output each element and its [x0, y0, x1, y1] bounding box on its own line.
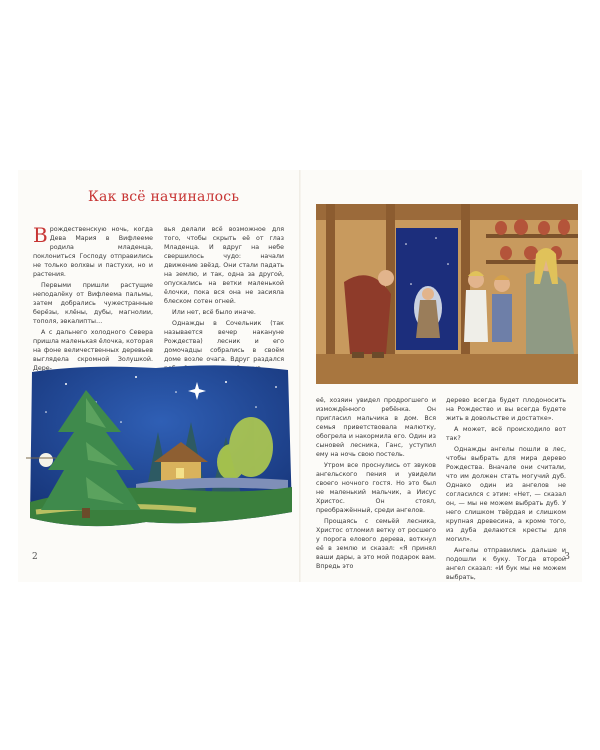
left-text-column-1: [33, 225, 153, 375]
page-number: 2: [32, 552, 38, 562]
paragraph: Прощаясь с семьёй лесника, Христос отломил ветку от росшего у порога елового дерева, воткнул её в землю и сказал: «Я принял ваши дары, а это мой подарок вам. Впредь это: [316, 518, 436, 570]
paragraph: Или нет, всё было иначе.: [172, 309, 256, 316]
chapter-title: Как всё начиналось: [88, 189, 240, 205]
paragraph: Врождественскую ночь, когда Дева Мария в Вифлееме родила младенца, поклониться Господу отправились не только волхвы и пастухи, но и растения.: [33, 223, 153, 278]
paragraph: Однажды в Сочельник (так называется вечер накануне Рождества) лесник и его домочадцы собрались в своём доме возле очага. Вдруг раздался: [164, 320, 284, 363]
drop-cap: В: [33, 223, 48, 247]
paragraph: вья делали всё возможное для того, чтобы скрыть её от глаз Младенца. И вдруг на небе свершилось чудо: начали движение звёзд. Они стали падать на землю, и так, одна за другой, опускались на ветки маленькой ёлочки, пока вся она не засияла блеском сотен огней.: [164, 226, 284, 305]
book-spread: [18, 170, 582, 582]
paragraph: Утром все проснулись от звуков ангельского пения и увидели своего ночного гостя. Но это был не маленький мальчик, а Иисус Христос. Он стоял, преображённый, среди ангелов.: [316, 462, 436, 514]
left-text-column-2: [164, 225, 284, 375]
interior-illustration: [316, 204, 578, 384]
paragraph: Однажды ангелы пошли в лес, чтобы выбрать для мира дерево Рождества. Вначале они считали, что им должен стать могучий дуб. Однако один из ангелов не согласился с этим: «Нет, — сказал он, — мы не можем выбрать дуб. У него слишком твёрдая и слишком крупная древесина, а кроме того, из дуба делаются кресты для могил».: [446, 446, 566, 543]
paragraph: А может, всё происходило вот так?: [446, 426, 566, 442]
right-page: [300, 170, 582, 582]
left-page: [18, 170, 300, 582]
paragraph: Ангелы отправились дальше и подошли к буку. Тогда второй ангел сказал: «И бук мы не можем выбрать,: [446, 547, 566, 581]
right-text-column-1: [316, 396, 436, 573]
night-forest-illustration: [26, 362, 296, 542]
paragraph: дерево всегда будет плодоносить на Рождество и вы всегда будете жить в довольстве и достатке».: [446, 397, 566, 422]
page-number: 3: [564, 552, 570, 562]
paragraph: её, хозяин увидел продрогшего и измождённого ребёнка. Он пригласил мальчика в дом. Вся семья приветствовала малютку, обогрела и накормила его. Один из сыновей лесника, Ганс, уступил ему на ночь свою постель.: [316, 397, 436, 458]
paragraph: Первыми пришли растущие неподалёку от Вифлеема пальмы, затем добрались чужестранные берёзы, клёны, дубы, магнолии, тополя, эвкалипты…: [33, 282, 153, 325]
right-text-column-2: [446, 396, 566, 584]
paragraph: А с дальнего холодного Севера пришла маленькая ёлочка, которая на фоне величественных деревьев выглядела скромной Золушкой. Дере-: [33, 329, 153, 372]
